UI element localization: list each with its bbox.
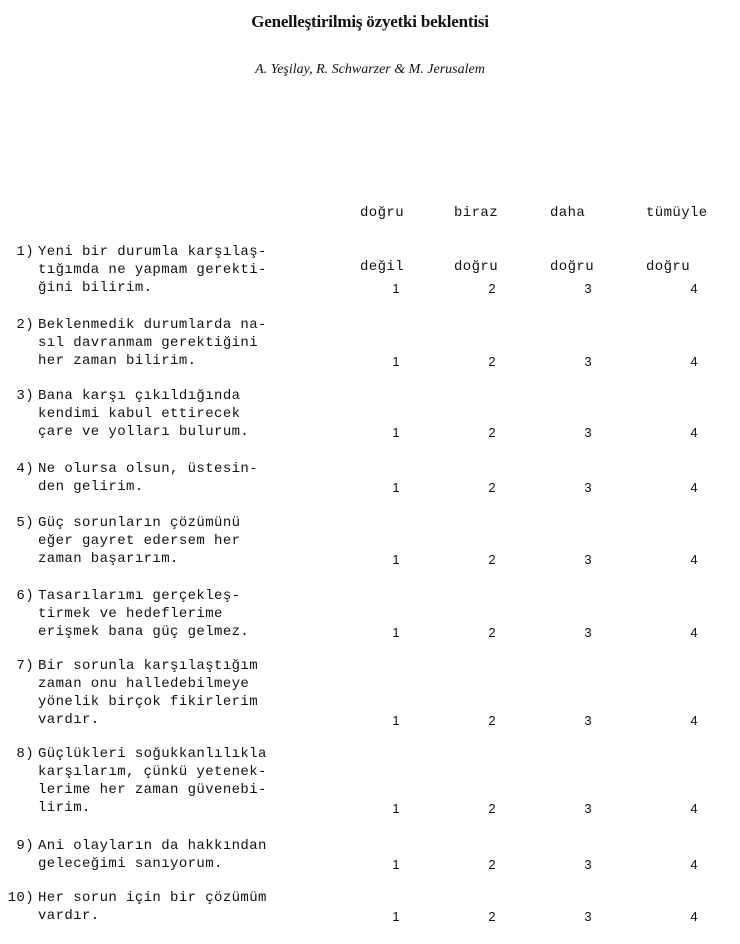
score-option-1[interactable]: 1 (392, 552, 400, 567)
score-option-1[interactable]: 1 (392, 281, 400, 296)
score-option-4[interactable]: 4 (690, 552, 698, 567)
item-statement-line: den gelirim. (38, 479, 144, 495)
item-statement-line: Her sorun için bir çözümüm (38, 890, 267, 906)
authors-line: A. Yeşilay, R. Schwarzer & M. Jerusalem (255, 62, 485, 77)
score-option-2[interactable]: 2 (488, 857, 496, 872)
score-option-1[interactable]: 1 (392, 425, 400, 440)
item-statement-line: erişmek bana güç gelmez. (38, 624, 250, 640)
item-statement (38, 587, 338, 641)
item-statement-line: çare ve yolları bulurum. (38, 424, 250, 440)
score-option-4[interactable]: 4 (690, 625, 698, 640)
item-statement (38, 889, 338, 925)
item-statement-line: Yeni bir durumla karşılaş- (38, 244, 267, 260)
item-number: 4) (16, 461, 34, 477)
item-statement-line: tirmek ve hedeflerime (38, 606, 223, 622)
column-header-line2: değil (360, 259, 405, 275)
score-option-3[interactable]: 3 (584, 552, 592, 567)
column-header-line2: doğru (646, 259, 691, 275)
score-option-3[interactable]: 3 (584, 480, 592, 495)
column-header-line1: biraz (454, 205, 499, 221)
score-option-4[interactable]: 4 (690, 857, 698, 872)
item-statement-line: her zaman bilirim. (38, 353, 197, 369)
item-statement (38, 514, 338, 568)
item-statement-line: Bana karşı çıkıldığında (38, 388, 241, 404)
item-number: 3) (16, 388, 34, 404)
item-statement-line: vardır. (38, 908, 100, 924)
score-option-2[interactable]: 2 (488, 909, 496, 924)
score-option-1[interactable]: 1 (392, 625, 400, 640)
item-statement-line: zaman başarırım. (38, 551, 179, 567)
score-option-1[interactable]: 1 (392, 909, 400, 924)
score-option-1[interactable]: 1 (392, 801, 400, 816)
item-number: 6) (16, 588, 34, 604)
score-option-2[interactable]: 2 (488, 625, 496, 640)
item-statement-line: Tasarılarımı gerçekleş- (38, 588, 241, 604)
column-header-line1: doğru (360, 205, 405, 221)
item-number: 5) (16, 515, 34, 531)
item-statement-line: yönelik birçok fikirlerim (38, 694, 259, 710)
score-option-4[interactable]: 4 (690, 425, 698, 440)
item-number: 7) (16, 658, 34, 674)
item-statement-line: geleceğimi sanıyorum. (38, 856, 223, 872)
item-number: 8) (16, 746, 34, 762)
score-option-2[interactable]: 2 (488, 552, 496, 567)
score-option-3[interactable]: 3 (584, 801, 592, 816)
score-option-4[interactable]: 4 (690, 281, 698, 296)
item-number: 10) (7, 890, 34, 906)
score-option-4[interactable]: 4 (690, 713, 698, 728)
score-option-2[interactable]: 2 (488, 281, 496, 296)
score-option-2[interactable]: 2 (488, 354, 496, 369)
item-statement-line: tığımda ne yapmam gerekti- (38, 262, 267, 278)
item-statement-line: sıl davranmam gerektiğini (38, 335, 259, 351)
score-option-4[interactable]: 4 (690, 909, 698, 924)
item-statement-line: zaman onu halledebilmeye (38, 676, 250, 692)
item-number: 1) (16, 244, 34, 260)
column-header-completely-true (646, 168, 708, 294)
score-option-4[interactable]: 4 (690, 480, 698, 495)
column-header-line2: doğru (454, 259, 499, 275)
item-statement (38, 837, 338, 873)
item-statement-line: vardır. (38, 712, 100, 728)
item-statement (38, 387, 338, 441)
item-statement-line: lirim. (38, 800, 91, 816)
item-statement-line: Güç sorunların çözümünü (38, 515, 241, 531)
score-option-1[interactable]: 1 (392, 354, 400, 369)
item-statement-line: ğini bilirim. (38, 280, 153, 296)
item-statement-line: eğer gayret edersem her (38, 533, 241, 549)
column-header-line1: daha (550, 205, 586, 221)
score-option-4[interactable]: 4 (690, 801, 698, 816)
score-option-2[interactable]: 2 (488, 480, 496, 495)
column-header-more-true (550, 168, 594, 294)
item-statement-line: Bir sorunla karşılaştığım (38, 658, 259, 674)
item-statement-line: kendimi kabul ettirecek (38, 406, 241, 422)
score-option-3[interactable]: 3 (584, 713, 592, 728)
item-statement-line: karşılarım, çünkü yetenek- (38, 764, 267, 780)
score-option-2[interactable]: 2 (488, 801, 496, 816)
score-option-1[interactable]: 1 (392, 857, 400, 872)
item-statement-line: Güçlükleri soğukkanlılıkla (38, 746, 267, 762)
item-statement-line: lerime her zaman güvenebi- (38, 782, 267, 798)
document-title: Genelleştirilmiş özyetki beklentisi (251, 12, 489, 31)
score-option-3[interactable]: 3 (584, 354, 592, 369)
item-statement (38, 460, 338, 496)
score-option-2[interactable]: 2 (488, 425, 496, 440)
score-option-1[interactable]: 1 (392, 713, 400, 728)
score-option-3[interactable]: 3 (584, 425, 592, 440)
item-statement-line: Ani olayların da hakkından (38, 838, 267, 854)
item-statement (38, 657, 338, 729)
item-statement (38, 243, 338, 297)
column-header-line1: tümüyle (646, 205, 708, 221)
column-header-line2: doğru (550, 259, 595, 275)
item-statement-line: Beklenmedik durumlarda na- (38, 317, 267, 333)
item-number: 2) (16, 317, 34, 333)
score-option-4[interactable]: 4 (690, 354, 698, 369)
item-statement (38, 316, 338, 370)
item-statement-line: Ne olursa olsun, üstesin- (38, 461, 259, 477)
column-header-not-true (360, 168, 404, 294)
score-option-3[interactable]: 3 (584, 625, 592, 640)
column-header-somewhat-true (454, 168, 498, 294)
item-statement (38, 745, 338, 817)
item-number: 9) (16, 838, 34, 854)
score-option-1[interactable]: 1 (392, 480, 400, 495)
score-option-3[interactable]: 3 (584, 909, 592, 924)
score-option-2[interactable]: 2 (488, 713, 496, 728)
score-option-3[interactable]: 3 (584, 281, 592, 296)
score-option-3[interactable]: 3 (584, 857, 592, 872)
